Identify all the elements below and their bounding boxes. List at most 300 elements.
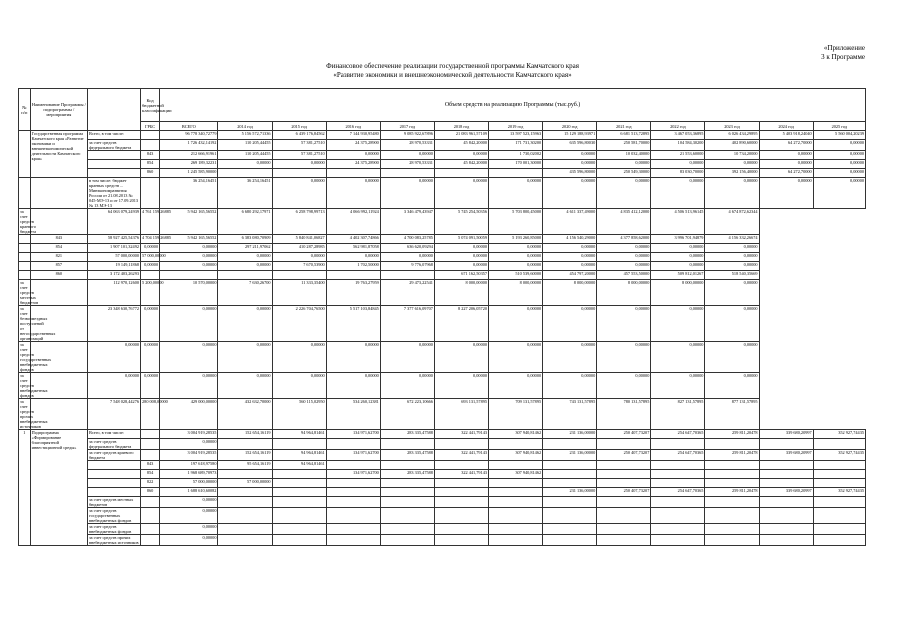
appendix-line-1: «Приложение [823, 44, 865, 52]
row-year-value: 0,00000 [543, 253, 597, 262]
row-year-value: 0,00000 [651, 306, 705, 342]
row-year-value [651, 470, 705, 479]
row-year-value: 709 131,57895 [489, 399, 543, 430]
row-funding-source: за счет безвозмездных поступлений от негосударственных организаций [20, 306, 56, 341]
row-total-value: 0,00000 [160, 508, 218, 524]
row-grbs-code: 854 [141, 160, 160, 169]
row-total-value: 7 548 028,44276 [87, 399, 140, 430]
row-year-value: 8 227 206,05720 [434, 306, 488, 342]
header-year: 2023 год [705, 122, 759, 131]
row-year-value: 9 085 922,67896 [380, 131, 434, 140]
row-year-value: 10 734,20000 [705, 151, 759, 160]
financing-table [18, 88, 866, 546]
row-year-value: 0,00000 [272, 342, 326, 373]
table-row [19, 535, 866, 546]
row-year-value: 352 927,74435 [813, 488, 865, 497]
row-year-value [543, 524, 597, 535]
row-year-value [218, 271, 272, 280]
row-year-value: 4 700 083,25785 [380, 235, 434, 244]
row-year-value: 672 223,10666 [380, 399, 434, 430]
row-year-value: 0,00000 [489, 373, 543, 399]
row-total-value: 3 004 919,28535 [160, 430, 218, 439]
row-year-value: 24 375,28900 [326, 140, 380, 151]
row-year-value [651, 508, 705, 524]
row-funding-source: за счет средств государственных внебюджетных фондов [87, 508, 140, 524]
row-year-value: 322 441,79143 [434, 470, 488, 479]
row-funding-source: за счет средств краевого бюджета [20, 209, 37, 234]
table-row [19, 178, 866, 209]
row-year-value: 0,00000 [543, 178, 597, 209]
row-year-value: 3 467 053,36895 [651, 131, 705, 140]
row-year-value [326, 169, 380, 178]
row-year-value: 0,00000 [543, 342, 597, 373]
table-row [19, 262, 866, 271]
row-year-value: 0,00000 [597, 342, 651, 373]
row-grbs-code: 822 [141, 479, 160, 488]
row-year-value: 134 971,62700 [326, 470, 380, 479]
appendix-line-2: 3 к Программе [821, 53, 865, 61]
row-year-value [326, 535, 380, 546]
row-year-value: 134 971,62700 [326, 430, 380, 439]
header-year: 2022 год [651, 122, 705, 131]
row-year-value: 0,00000 [141, 306, 160, 342]
row-grbs-code [141, 524, 160, 535]
row-year-value [597, 524, 651, 535]
row-year-value: 19 763,27959 [326, 280, 380, 306]
row-year-value [489, 488, 543, 497]
table-row [19, 450, 866, 461]
row-year-value: 518 540,35669 [705, 271, 759, 280]
row-total-value: 1 907 101,32492 [87, 244, 140, 253]
row-year-value: 339 680,20997 [759, 450, 813, 461]
row-funding-source: за счет средств государственных внебюджетных фондов [20, 342, 52, 372]
table-row [19, 497, 866, 508]
row-year-value: 534 260,12381 [326, 399, 380, 430]
row-year-value: 8 000,00000 [543, 280, 597, 306]
row-grbs-code: 821 [30, 253, 87, 262]
row-year-value: 0,00000 [218, 253, 272, 262]
row-total-value: 96 778 340,72779 [160, 131, 218, 140]
row-year-value: 0,00000 [813, 160, 865, 169]
row-year-value: 57 381,27510 [272, 140, 326, 151]
row-grbs-code: 860 [141, 488, 160, 497]
row-year-value: 45 842,20000 [434, 160, 488, 169]
row-year-value [272, 508, 326, 524]
row-year-value: 6 383 080,70909 [218, 235, 272, 244]
row-total-value: 197 618,97580 [160, 461, 218, 470]
row-year-value: 94 964,81461 [272, 461, 326, 470]
row-year-value: 0,00000 [597, 244, 651, 253]
row-year-value [218, 169, 272, 178]
row-year-value: 231 136,00000 [543, 488, 597, 497]
row-year-value: 743 131,57895 [543, 399, 597, 430]
row-funding-source: за счет средств внебюджетных фондов [87, 524, 140, 535]
row-year-value: 0,00000 [813, 178, 865, 209]
row-year-value [272, 488, 326, 497]
row-year-value: 432 632,70000 [218, 399, 272, 430]
row-year-value: 5 193 260,85000 [489, 235, 543, 244]
row-year-value [651, 497, 705, 508]
row-year-value [160, 271, 218, 280]
row-year-value: 352 927,74435 [813, 450, 865, 461]
row-year-value: 57 000,00000 [218, 479, 272, 488]
row-year-value: 95 654,16119 [218, 461, 272, 470]
row-year-value: 0,00000 [218, 160, 272, 169]
header-grbs: ГРБС [141, 122, 160, 131]
row-year-value: 0,00000 [543, 160, 597, 169]
row-year-value [380, 271, 434, 280]
row-year-value: 877 131,57895 [705, 399, 759, 430]
row-funding-source: за счет средств местных бюджетов [87, 497, 140, 508]
row-year-value: 827 131,57895 [651, 399, 705, 430]
row-grbs-code [141, 430, 160, 439]
row-year-value: 560 115,02950 [272, 399, 326, 430]
row-year-value [651, 524, 705, 535]
header-source [87, 89, 140, 131]
table-row [19, 399, 866, 430]
row-year-value [434, 439, 488, 450]
row-year-value: 0,00000 [489, 306, 543, 342]
row-year-value: 322 441,79143 [434, 450, 488, 461]
row-year-value: 4 835 412,12000 [597, 209, 651, 235]
row-year-value: 259 811,20478 [705, 430, 759, 439]
row-year-value: 110 205,44455 [218, 140, 272, 151]
row-grbs-code [141, 439, 160, 450]
row-funding-source: за счет средств федерального бюджета [87, 439, 140, 450]
row-year-value [543, 479, 597, 488]
row-year-value [218, 470, 272, 479]
header-year: 2025 год [813, 122, 865, 131]
header-name: Наименование Программы / подпрограммы / мероприятия [30, 89, 87, 131]
row-year-value: 10 032,40000 [597, 151, 651, 160]
row-year-value: 57 381,27510 [272, 151, 326, 160]
row-year-value [326, 488, 380, 497]
row-year-value: 64 272,70000 [759, 169, 813, 178]
row-year-value: 636 620,09294 [380, 244, 434, 253]
row-year-value: 0,00000 [380, 178, 434, 209]
row-year-value [380, 524, 434, 535]
row-funding-source: Всего, в том числе: [87, 430, 140, 439]
row-year-value [705, 497, 759, 508]
row-year-value [489, 535, 543, 546]
header-year: 2024 год [759, 122, 813, 131]
row-year-value: 5 560 004,20239 [813, 131, 865, 140]
row-year-value: 231 136,00000 [543, 450, 597, 461]
row-total-value: 112 970,12600 [87, 280, 140, 306]
row-total-value: 3 172 403,26293 [87, 271, 140, 280]
row-number [19, 178, 31, 209]
row-grbs-code [30, 209, 87, 235]
row-year-value: 0,00000 [651, 178, 705, 209]
row-total-value: 1 968 689,70973 [160, 470, 218, 479]
header-total: ВСЕГО [160, 122, 218, 131]
row-year-value: 5 403 918,24040 [759, 131, 813, 140]
row-year-value: 7 630,26700 [218, 280, 272, 306]
row-year-value [759, 535, 813, 546]
row-year-value: 0,00000 [759, 178, 813, 209]
row-year-value [380, 488, 434, 497]
header-year: 2016 год [326, 122, 380, 131]
row-year-value: 0,00000 [651, 262, 705, 271]
row-year-value [326, 497, 380, 508]
row-year-value [380, 497, 434, 508]
row-year-value: 21 083 961,57109 [434, 131, 488, 140]
row-year-value [272, 479, 326, 488]
row-total-value: 64 063 079,24939 [87, 209, 140, 235]
row-year-value: 0,00000 [543, 244, 597, 253]
row-year-value: 0,00000 [160, 306, 218, 342]
row-year-value: 402 890,60000 [705, 140, 759, 151]
row-year-value [597, 535, 651, 546]
row-year-value: 780 131,57895 [597, 399, 651, 430]
row-year-value: 0,00000 [160, 253, 218, 262]
row-year-value: 0,00000 [434, 253, 488, 262]
row-year-value [326, 524, 380, 535]
row-year-value: 0,00000 [218, 262, 272, 271]
header-budget-code: Код бюджетной классификации [141, 89, 160, 122]
row-year-value: 0,00000 [434, 262, 488, 271]
row-year-value: 392 156,40000 [705, 169, 759, 178]
row-year-value [218, 497, 272, 508]
year-header-row [19, 122, 866, 131]
row-year-value [272, 535, 326, 546]
row-year-value: 0,00000 [434, 342, 488, 373]
row-funding-source: за счет средств внебюджетных фондов [20, 373, 48, 398]
row-funding-source [87, 160, 140, 169]
row-year-value [705, 461, 759, 470]
row-year-value [759, 479, 813, 488]
row-funding-source: за счет средств прочих внебюджетных источников [88, 535, 139, 545]
row-year-value: 0,00000 [160, 373, 218, 399]
row-year-value: 5 942 165,56552 [160, 209, 218, 235]
row-total-value: 0,00000 [87, 373, 140, 399]
table-row [19, 169, 866, 178]
table-row [19, 461, 866, 470]
row-year-value [597, 439, 651, 450]
row-year-value: 509 812,01267 [651, 271, 705, 280]
row-year-value [489, 439, 543, 450]
row-year-value: 8 000,00000 [597, 280, 651, 306]
row-year-value: 0,00000 [489, 342, 543, 373]
row-year-value [272, 497, 326, 508]
row-funding-source: за счет средств краевого бюджета [87, 450, 140, 461]
row-year-value [597, 470, 651, 479]
row-year-value [434, 169, 488, 178]
row-year-value: 5 745 254,50356 [434, 209, 488, 235]
row-year-value [272, 470, 326, 479]
row-year-value: 254 647,70365 [651, 430, 705, 439]
table-row [19, 131, 866, 140]
row-year-value [326, 479, 380, 488]
row-year-value: 0,00000 [705, 373, 759, 399]
table-body [19, 89, 866, 546]
row-total-value: 1 245 585,90000 [160, 169, 218, 178]
row-year-value [759, 508, 813, 524]
row-year-value [380, 535, 434, 546]
row-year-value: 152 654,16119 [218, 450, 272, 461]
row-funding-source: Всего, в том числе: [87, 131, 140, 140]
row-year-value: 7 377 616,09707 [380, 306, 434, 342]
row-year-value: 635 596,80030 [543, 140, 597, 151]
row-year-value [326, 271, 380, 280]
row-year-value: 5 703 800,45000 [489, 209, 543, 235]
row-year-value: 0,00000 [218, 306, 272, 342]
row-year-value: 171 731,30200 [489, 140, 543, 151]
row-year-value [813, 439, 865, 450]
row-year-value: 283 335,47588 [380, 450, 434, 461]
row-year-value: 307 940,81462 [489, 450, 543, 461]
row-year-value: 297 211,97062 [218, 244, 272, 253]
row-grbs-code: 857 [30, 262, 87, 271]
row-year-value: 283 335,47588 [380, 470, 434, 479]
row-funding-source [87, 169, 140, 178]
row-year-value: 104 584,30200 [651, 140, 705, 151]
row-funding-source: за счет средств местных бюджетов [20, 280, 39, 305]
row-number [19, 131, 31, 178]
table-row [19, 430, 866, 439]
row-year-value [543, 439, 597, 450]
table-row [19, 373, 866, 399]
row-year-value: 307 940,81462 [489, 430, 543, 439]
row-year-value: 134 971,62700 [326, 450, 380, 461]
table-row [19, 524, 866, 535]
row-program-name: Государственная программа Камчатского края «Развитие экономики и внешнеэкономической деятельности Камчатского края» [30, 131, 87, 178]
row-grbs-code [141, 131, 160, 140]
row-year-value: 339 680,20997 [759, 488, 813, 497]
row-year-value: 11 333,35400 [272, 280, 326, 306]
row-year-value: 0,00000 [705, 306, 759, 342]
row-total-value: 1 688 610,60082 [160, 488, 218, 497]
row-year-value: 510 539,60000 [489, 271, 543, 280]
row-year-value: 0,00000 [597, 178, 651, 209]
row-year-value: 0,00000 [543, 262, 597, 271]
row-year-value: 0,00000 [489, 244, 543, 253]
row-year-value [651, 439, 705, 450]
row-year-value [597, 508, 651, 524]
row-year-value: 4 066 992,11924 [326, 209, 380, 235]
row-grbs-code [141, 497, 160, 508]
row-year-value: 110 205,44455 [218, 151, 272, 160]
row-year-value [272, 524, 326, 535]
row-total-value: 0,00000 [160, 439, 218, 450]
table-row [19, 235, 866, 244]
row-year-value [489, 508, 543, 524]
row-year-value: 0,00000 [705, 342, 759, 373]
table-row [19, 342, 866, 373]
row-year-value: 250 407,73207 [597, 488, 651, 497]
row-year-value: 2 226 704,76500 [272, 306, 326, 342]
row-year-value: 5 517 103,84845 [326, 306, 380, 342]
header-year: 2014 год [218, 122, 272, 131]
table-row [19, 151, 866, 160]
row-year-value: 0,00000 [813, 151, 865, 160]
row-total-value: 23 348 630,76772 [87, 306, 140, 342]
row-year-value: 0,00000 [543, 151, 597, 160]
row-total-value: 3 004 919,28535 [160, 450, 218, 461]
row-grbs-code [141, 178, 160, 209]
row-year-value [326, 439, 380, 450]
row-year-value: 4 674 872,62344 [705, 209, 759, 235]
row-year-value: 5 942 165,56552 [160, 235, 218, 244]
row-year-value: 0,00000 [380, 151, 434, 160]
row-year-value [813, 479, 865, 488]
row-total-value: 1 726 432,14192 [160, 140, 218, 151]
row-grbs-code [30, 373, 87, 399]
row-year-value: 3 996 701,94879 [651, 235, 705, 244]
row-grbs-code [141, 535, 160, 546]
row-year-value: 0,00000 [272, 160, 326, 169]
row-year-value: 4 402 307,74866 [326, 235, 380, 244]
row-funding-source [87, 461, 140, 470]
row-year-value [813, 524, 865, 535]
table-row [19, 479, 866, 488]
header-volume: Объем средств на реализацию Программы (тыс.руб.) [160, 89, 866, 122]
row-year-value: 0,00000 [141, 342, 160, 373]
row-year-value: 410 287,28985 [272, 244, 326, 253]
header-number: № п/п [19, 89, 31, 131]
row-year-value: 0,00000 [705, 160, 759, 169]
row-year-value: 5 074 091,50059 [434, 235, 488, 244]
row-year-value [380, 479, 434, 488]
row-year-value: 435 596,80000 [543, 169, 597, 178]
row-year-value [489, 461, 543, 470]
row-year-value: 0,00000 [543, 373, 597, 399]
row-total-value: 58 927 425,54376 [87, 235, 140, 244]
row-year-value [272, 169, 326, 178]
row-year-value: 13 597 523,15963 [489, 131, 543, 140]
row-year-value: 4 156 540,29000 [543, 235, 597, 244]
row-year-value: 250 407,73207 [597, 450, 651, 461]
row-year-value: 64 272,70000 [759, 140, 813, 151]
row-year-value [380, 508, 434, 524]
row-year-value: 4 611 337,49000 [543, 209, 597, 235]
row-year-value: 0,00000 [705, 253, 759, 262]
row-year-value: 0,00000 [651, 373, 705, 399]
row-year-value: 0,00000 [597, 262, 651, 271]
row-year-value: 0,00000 [705, 244, 759, 253]
row-year-value: 0,00000 [597, 306, 651, 342]
row-year-value: 152 654,16119 [218, 430, 272, 439]
row-year-value [813, 508, 865, 524]
row-year-value [434, 488, 488, 497]
row-year-value [489, 169, 543, 178]
row-year-value [597, 461, 651, 470]
row-year-value: 28 970,53331 [380, 160, 434, 169]
row-year-value [705, 479, 759, 488]
row-year-value: 0,00000 [160, 262, 218, 271]
table-row [19, 253, 866, 262]
row-year-value: 0,00000 [651, 253, 705, 262]
row-year-value: 57 000,00000 [141, 253, 160, 262]
row-total-value: 57 000,00000 [87, 253, 140, 262]
row-year-value: 0,00000 [489, 253, 543, 262]
row-year-value [759, 439, 813, 450]
row-year-value [813, 497, 865, 508]
row-year-value: 3 346 479,43947 [380, 209, 434, 235]
row-year-value: 9 776,07968 [380, 262, 434, 271]
row-year-value [543, 470, 597, 479]
row-funding-source [87, 470, 140, 479]
row-year-value: 0,00000 [759, 151, 813, 160]
table-row [19, 271, 866, 280]
row-year-value: 0,00000 [434, 373, 488, 399]
row-year-value [434, 461, 488, 470]
row-year-value [218, 508, 272, 524]
table-row [19, 470, 866, 479]
row-year-value [759, 461, 813, 470]
row-total-value: 0,00000 [160, 497, 218, 508]
row-year-value: 250 407,73207 [597, 430, 651, 439]
